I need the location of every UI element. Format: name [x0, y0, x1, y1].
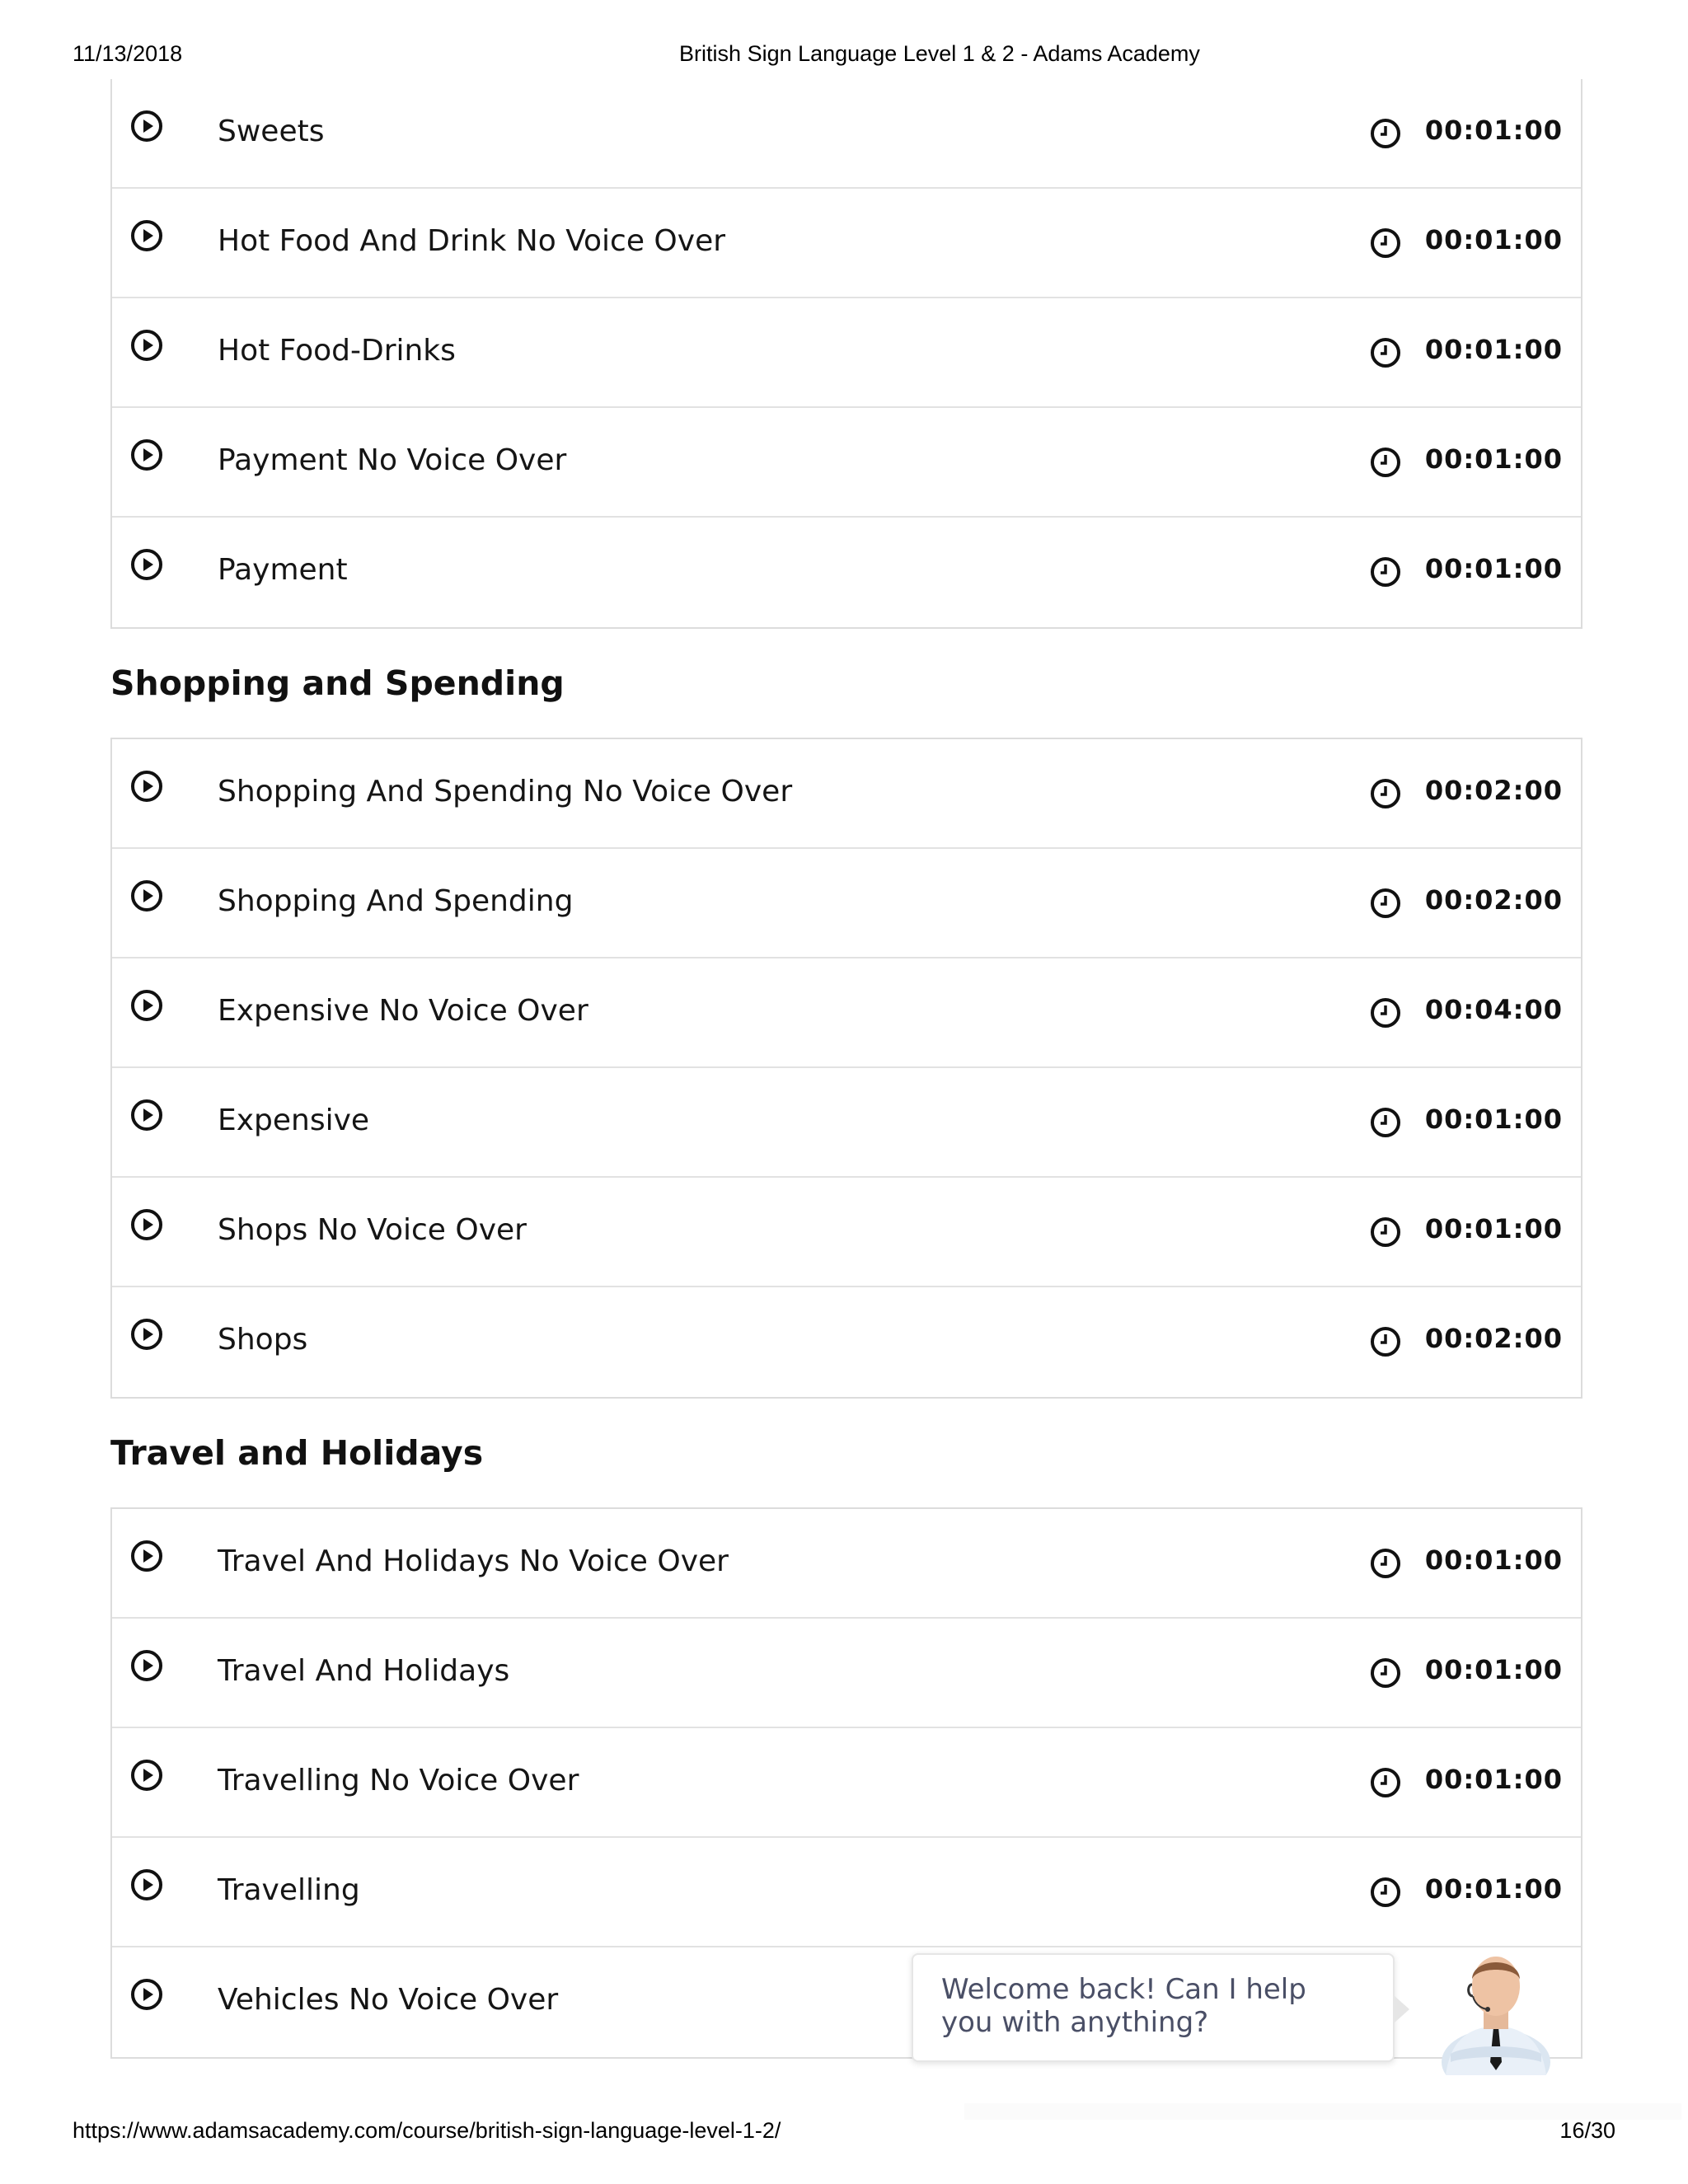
- play-circle-icon: [130, 110, 163, 143]
- lesson-item[interactable]: [112, 408, 1581, 518]
- lesson-duration: 00:01:00: [1424, 115, 1563, 146]
- section-title: Shopping and Spending: [110, 663, 565, 703]
- play-circle-icon: [130, 1318, 163, 1351]
- lesson-duration: 00:01:00: [1424, 334, 1563, 365]
- clock-icon: [1370, 1548, 1401, 1579]
- play-circle-icon: [130, 989, 163, 1022]
- lesson-title[interactable]: Sweets: [218, 115, 325, 148]
- clock-icon: [1370, 778, 1401, 809]
- lesson-title[interactable]: Travelling: [218, 1873, 360, 1907]
- lesson-duration: 00:01:00: [1424, 1764, 1563, 1795]
- chat-message: Welcome back! Can I help you with anything?: [941, 1973, 1306, 2039]
- play-circle-icon: [130, 1759, 163, 1792]
- play-circle-icon: [130, 1868, 163, 1901]
- clock-icon: [1370, 1767, 1401, 1798]
- lesson-title[interactable]: Shops: [218, 1323, 308, 1357]
- lesson-title[interactable]: Travel And Holidays No Voice Over: [218, 1544, 729, 1578]
- clock-icon: [1370, 1326, 1401, 1357]
- clock-icon: [1370, 1107, 1401, 1138]
- chat-welcome-bubble[interactable]: [912, 1953, 1395, 2062]
- lesson-item[interactable]: [112, 298, 1581, 408]
- lesson-title[interactable]: Vehicles No Voice Over: [218, 1983, 559, 2017]
- lesson-item[interactable]: [112, 79, 1581, 189]
- lesson-title[interactable]: Shopping And Spending: [218, 884, 574, 918]
- lesson-item[interactable]: [112, 1619, 1581, 1728]
- lesson-title[interactable]: Hot Food-Drinks: [218, 334, 456, 368]
- play-circle-icon: [130, 329, 163, 362]
- lesson-list: [110, 738, 1582, 1399]
- lesson-title[interactable]: Payment No Voice Over: [218, 443, 567, 477]
- lesson-item[interactable]: [112, 739, 1581, 849]
- clock-icon: [1370, 997, 1401, 1029]
- play-circle-icon: [130, 1208, 163, 1241]
- clock-icon: [1370, 227, 1401, 259]
- play-circle-icon: [130, 1978, 163, 2011]
- lesson-list: [110, 79, 1582, 629]
- course-curriculum: [110, 79, 1582, 2059]
- section-title: Travel and Holidays: [110, 1433, 484, 1473]
- clock-icon: [1370, 1657, 1401, 1689]
- lesson-duration: 00:01:00: [1424, 224, 1563, 255]
- play-circle-icon: [130, 548, 163, 581]
- lesson-title[interactable]: Shops No Voice Over: [218, 1213, 527, 1247]
- lesson-item[interactable]: [112, 518, 1581, 627]
- lesson-duration: 00:01:00: [1424, 1213, 1563, 1244]
- clock-icon: [1370, 337, 1401, 368]
- lesson-title[interactable]: Expensive: [218, 1104, 370, 1137]
- lesson-title[interactable]: Hot Food And Drink No Voice Over: [218, 224, 726, 258]
- print-footer: [0, 2115, 1688, 2148]
- lesson-title[interactable]: Travelling No Voice Over: [218, 1764, 579, 1797]
- curriculum-section: [110, 629, 1582, 1399]
- print-date: 11/13/2018: [73, 41, 183, 66]
- lesson-title[interactable]: Shopping And Spending No Voice Over: [218, 775, 793, 808]
- lesson-duration: 00:01:00: [1424, 553, 1563, 584]
- lesson-title[interactable]: Expensive No Voice Over: [218, 994, 588, 1028]
- print-page-title: British Sign Language Level 1 & 2 - Adams Academy: [679, 41, 1200, 66]
- play-circle-icon: [130, 1099, 163, 1132]
- clock-icon: [1370, 1216, 1401, 1248]
- lesson-item[interactable]: [112, 849, 1581, 958]
- chat-bubble-pointer: [1395, 1996, 1409, 2022]
- play-circle-icon: [130, 879, 163, 912]
- clock-icon: [1370, 447, 1401, 478]
- play-circle-icon: [130, 770, 163, 803]
- lesson-item[interactable]: [112, 1068, 1581, 1178]
- lesson-item[interactable]: [112, 1728, 1581, 1838]
- lesson-title[interactable]: Payment: [218, 553, 348, 587]
- lesson-duration: 00:01:00: [1424, 1544, 1563, 1576]
- lesson-item[interactable]: [112, 958, 1581, 1068]
- lesson-item[interactable]: [112, 189, 1581, 298]
- lesson-title[interactable]: Travel And Holidays: [218, 1654, 510, 1688]
- clock-icon: [1370, 888, 1401, 919]
- print-url: https://www.adamsacademy.com/course/british-sign-language-level-1-2/: [73, 2118, 781, 2143]
- play-circle-icon: [130, 1649, 163, 1682]
- clock-icon: [1370, 118, 1401, 149]
- support-agent-avatar[interactable]: [1434, 1938, 1558, 2075]
- print-page-number: 16/30: [1559, 2118, 1615, 2143]
- lesson-duration: 00:04:00: [1424, 994, 1563, 1025]
- play-circle-icon: [130, 438, 163, 471]
- lesson-duration: 00:02:00: [1424, 884, 1563, 916]
- lesson-duration: 00:02:00: [1424, 775, 1563, 806]
- play-circle-icon: [130, 1540, 163, 1572]
- lesson-duration: 00:01:00: [1424, 1654, 1563, 1685]
- lesson-item[interactable]: [112, 1509, 1581, 1619]
- lesson-duration: 00:01:00: [1424, 443, 1563, 475]
- play-circle-icon: [130, 219, 163, 252]
- lesson-item[interactable]: [112, 1287, 1581, 1397]
- clock-icon: [1370, 1877, 1401, 1908]
- lesson-item[interactable]: [112, 1838, 1581, 1947]
- lesson-duration: 00:01:00: [1424, 1873, 1563, 1905]
- lesson-item[interactable]: [112, 1178, 1581, 1287]
- curriculum-section: [110, 79, 1582, 629]
- clock-icon: [1370, 556, 1401, 588]
- lesson-duration: 00:01:00: [1424, 1104, 1563, 1135]
- print-header: [0, 38, 1688, 71]
- lesson-duration: 00:02:00: [1424, 1323, 1563, 1354]
